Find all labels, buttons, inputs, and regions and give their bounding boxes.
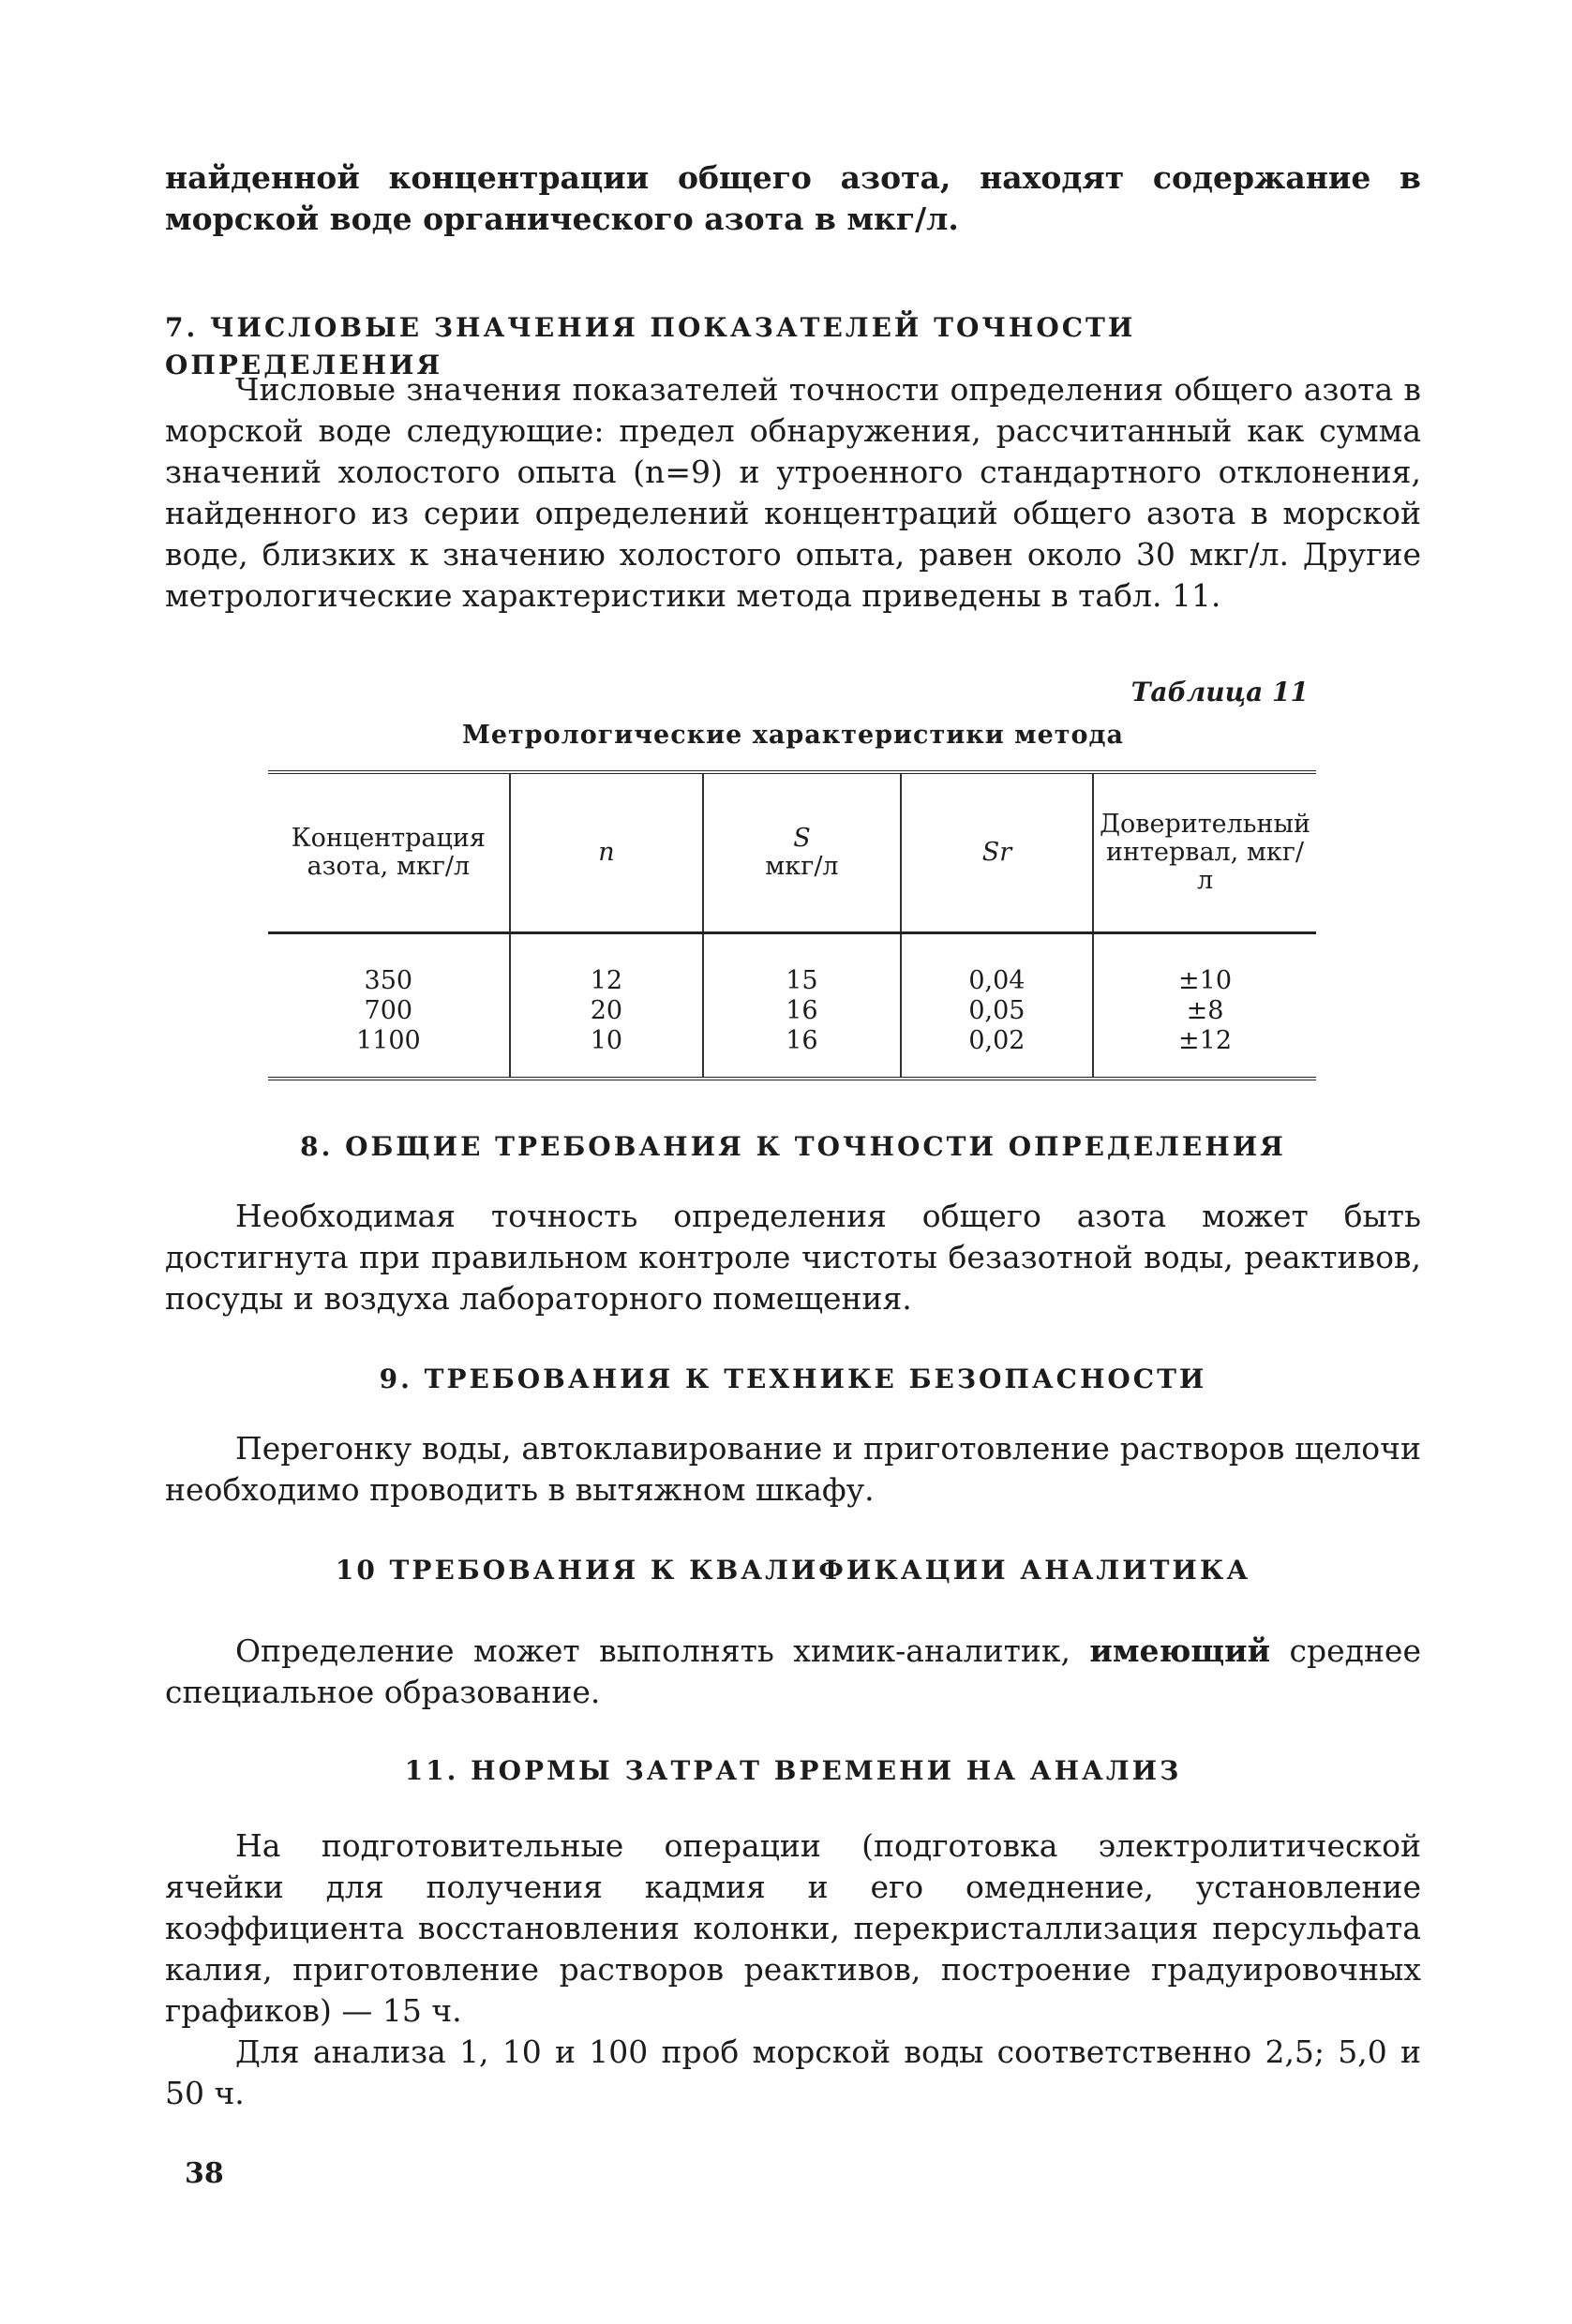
cell-s: 16 (703, 1026, 901, 1079)
header-confidence-interval: Доверительный интервал, мкг/л (1100, 810, 1310, 895)
cell-ci: ±12 (1178, 1026, 1233, 1055)
section-10-text-c: среднее специальное образование. (165, 1632, 1421, 1710)
metrology-table (268, 770, 1316, 1080)
page-number: 38 (185, 2157, 224, 2190)
section-8 (165, 1128, 1421, 1166)
section-10-text-a: Определение может выполнять химик-аналитик, (235, 1632, 1090, 1669)
cell-sr: 0,04 (901, 933, 1093, 997)
cell-sr: 0,02 (901, 1026, 1093, 1079)
cell-ci: ±8 (1186, 996, 1224, 1025)
section-11-body (165, 1825, 1421, 2114)
header-s-symbol: S (793, 824, 811, 853)
table-label: Таблица 11 (1130, 677, 1309, 708)
header-s-unit: мкг/л (765, 852, 839, 881)
section-10-text-bold: имеющий (1089, 1632, 1271, 1669)
section-8-heading: 8. ОБЩИЕ ТРЕБОВАНИЯ К ТОЧНОСТИ ОПРЕДЕЛЕНИЯ (300, 1131, 1286, 1162)
section-10 (165, 1552, 1421, 1589)
section-9-heading: 9. ТРЕБОВАНИЯ К ТЕХНИКЕ БЕЗОПАСНОСТИ (379, 1363, 1207, 1394)
table-header-row (268, 772, 1316, 933)
cell-sr: 0,05 (901, 996, 1093, 1026)
section-7-body (165, 369, 1421, 617)
intro-text: найденной концентрации общего азота, находят содержание в морской воде органического азота в мкг/л. (165, 159, 1421, 237)
section-7-text: Числовые значения показателей точности определения общего азота в морской воде следующие: предел обнаружения, рассчитанный как сумма значений холостого опыта (n=9) и утроенного стандартного отклонения, найденного из серии определений концентраций общего азота в морской воде, близких к значению холостого опыта, равен около 30 мкг/л. Другие метрологические характеристики метода приведены в табл. 11. (165, 371, 1421, 614)
section-11 (165, 1752, 1421, 1790)
section-9 (165, 1361, 1421, 1398)
section-9-text: Перегонку воды, автоклавирование и приготовление растворов щелочи необходимо проводить в вытяжном шкафу. (165, 1430, 1421, 1508)
section-11-text-2: Для анализа 1, 10 и 100 проб морской воды соответственно 2,5; 5,0 и 50 ч. (165, 2034, 1421, 2111)
section-11-heading: 11. НОРМЫ ЗАТРАТ ВРЕМЕНИ НА АНАЛИЗ (404, 1755, 1182, 1786)
cell-conc: 700 (268, 996, 510, 1026)
table-row (268, 996, 1316, 1026)
section-8-body (165, 1196, 1421, 1319)
cell-s: 15 (703, 933, 901, 997)
cell-n: 10 (510, 1026, 703, 1079)
section-10-body (165, 1631, 1421, 1713)
cell-ci: ±10 (1178, 966, 1233, 995)
intro-paragraph (165, 157, 1421, 240)
header-sr: Sr (901, 772, 1093, 933)
table-row (268, 933, 1316, 997)
table-title: Метрологические характеристики метода (461, 721, 1125, 750)
cell-conc: 350 (268, 933, 510, 997)
header-concentration: Концентрация азота, мкг/л (268, 772, 510, 933)
header-n: n (510, 772, 703, 933)
cell-n: 20 (510, 996, 703, 1026)
header-s (703, 772, 901, 933)
section-10-heading: 10 ТРЕБОВАНИЯ К КВАЛИФИКАЦИИ АНАЛИТИКА (335, 1555, 1251, 1586)
section-11-text-1: На подготовительные операции (подготовка электролитической ячейки для получения кадмия и его омеднение, установление коэффициента восстановления колонки, перекристаллизация персульфата калия, приготовление растворов реактивов, построение градуировочных графиков) — 15 ч. (165, 1827, 1421, 2029)
cell-n: 12 (510, 933, 703, 997)
table-caption (165, 677, 1421, 750)
section-7-heading: 7. ЧИСЛОВЫЕ ЗНАЧЕНИЯ ПОКАЗАТЕЛЕЙ ТОЧНОСТИ ОПРЕДЕЛЕНИЯ (165, 312, 1136, 380)
section-9-body (165, 1428, 1421, 1511)
cell-conc: 1100 (268, 1026, 510, 1079)
table-row (268, 1026, 1316, 1079)
section-8-text: Необходимая точность определения общего азота может быть достигнута при правильном контроле чистоты безазотной воды, реактивов, посуды и воздуха лабораторного помещения. (165, 1198, 1421, 1317)
section-10-text (165, 1631, 1421, 1713)
cell-s: 16 (703, 996, 901, 1026)
